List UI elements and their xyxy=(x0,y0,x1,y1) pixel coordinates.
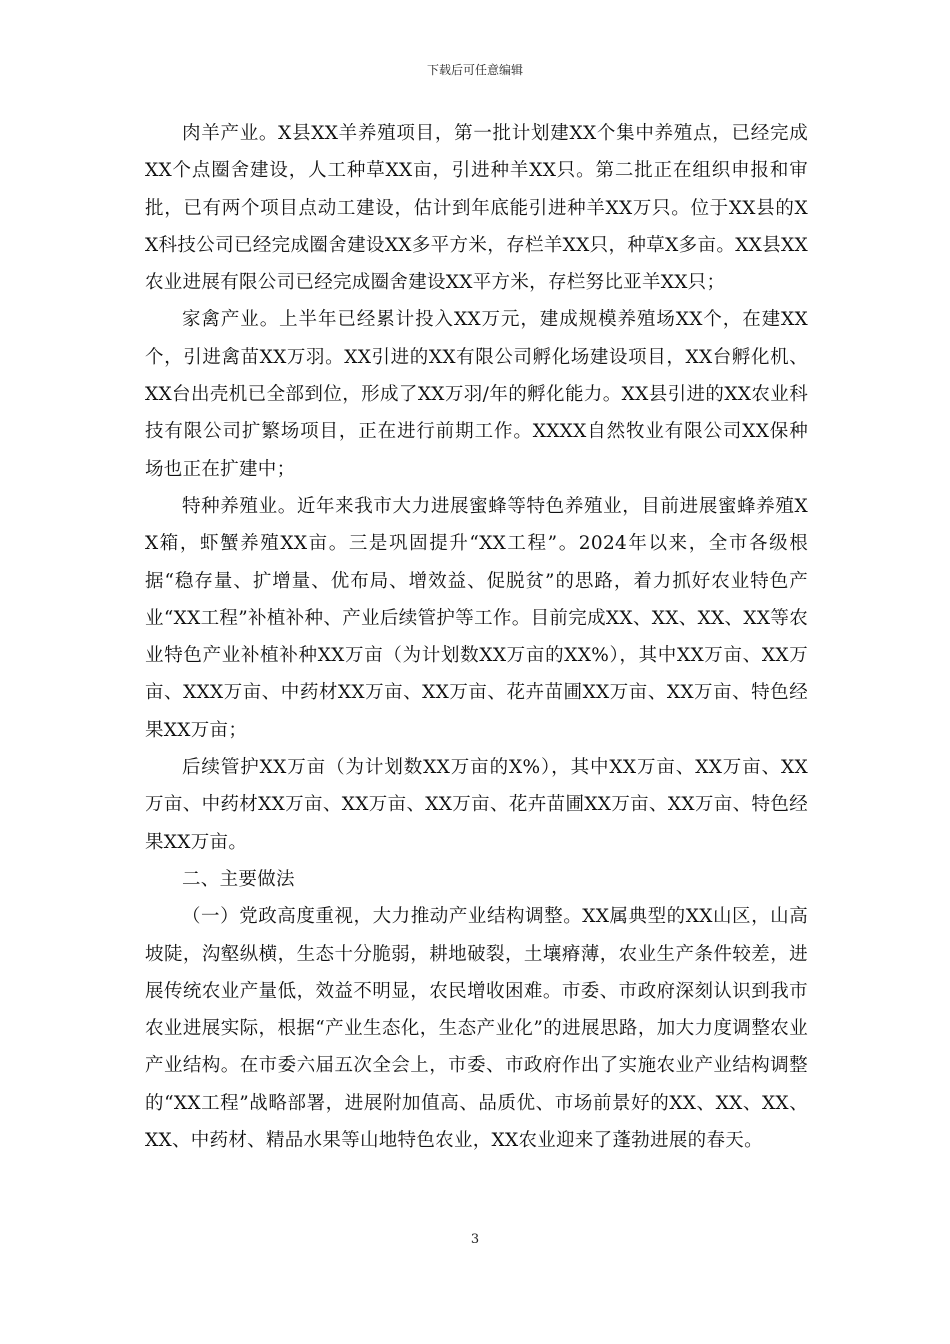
paragraph-party-government-attention: （一）党政高度重视，大力推动产业结构调整。XX属典型的XX山区，山高坡陡，沟壑纵横，生态十分脆弱，耕地破裂，土壤瘠薄，农业生产条件较差，进展传统农业产量低，效益不明显，农民增收困难。市委、市政府深刻认识到我市农业进展实际，根据“产业生态化，生态产业化”的进展思路，加大力度调整农业产业结构。在市委六届五次全会上，市委、市政府作出了实施农业产业结构调整的“XX工程”战略部署，进展附加值高、品质优、市场前景好的XX、XX、XX、XX、中药材、精品水果等山地特色农业，XX农业迎来了蓬勃进展的春天。 xyxy=(145,906,808,1152)
section-heading-main-practices: 二、主要做法 xyxy=(182,868,295,890)
paragraph-mutton-industry: 肉羊产业。X县XX羊养殖项目，第一批计划建XX个集中养殖点，已经完成XX个点圈舍建设，人工种草XX亩，引进种羊XX只。第二批正在组织申报和审批，已有两个项目点动工建设，估计到年底能引进种羊XX万只。位于XX县的XX科技公司已经完成圈舍建设XX多平方米，存栏羊XX只，种草X多亩。XX县XX农业进展有限公司已经完成圈舍建设XX平方米，存栏努比亚羊XX只； xyxy=(145,123,808,294)
document-body xyxy=(145,115,808,1159)
page-header: 下载后可任意编辑 xyxy=(426,63,523,77)
paragraph-follow-up-management: 后续管护XX万亩（为计划数XX万亩的X%），其中XX万亩、XX万亩、XX万亩、中药材XX万亩、XX万亩、XX万亩、花卉苗圃XX万亩、XX万亩、特色经果XX万亩。 xyxy=(145,757,808,853)
paragraph-poultry-industry: 家禽产业。上半年已经累计投入XX万元，建成规模养殖场XX个，在建XX个，引进禽苗XX万羽。XX引进的XX有限公司孵化场建设项目，XX台孵化机、XX台出壳机已全部到位，形成了XX万羽/年的孵化能力。XX县引进的XX农业科技有限公司扩繁场项目，正在进行前期工作。XXXX自然牧业有限公司XX保种场也正在扩建中； xyxy=(145,309,808,480)
page-number: 3 xyxy=(470,1232,480,1247)
paragraph-special-breeding: 特种养殖业。近年来我市大力进展蜜蜂等特色养殖业，目前进展蜜蜂养殖XX箱，虾蟹养殖XX亩。三是巩固提升“XX工程”。2024年以来，全市各级根据“稳存量、扩增量、优布局、增效益、促脱贫”的思路，着力抓好农业特色产业“XX工程”补植补种、产业后续管护等工作。目前完成XX、XX、XX、XX等农业特色产业补植补种XX万亩（为计划数XX万亩的XX%），其中XX万亩、XX万亩、XXX万亩、中药材XX万亩、XX万亩、花卉苗圃XX万亩、XX万亩、特色经果XX万亩； xyxy=(145,495,808,741)
